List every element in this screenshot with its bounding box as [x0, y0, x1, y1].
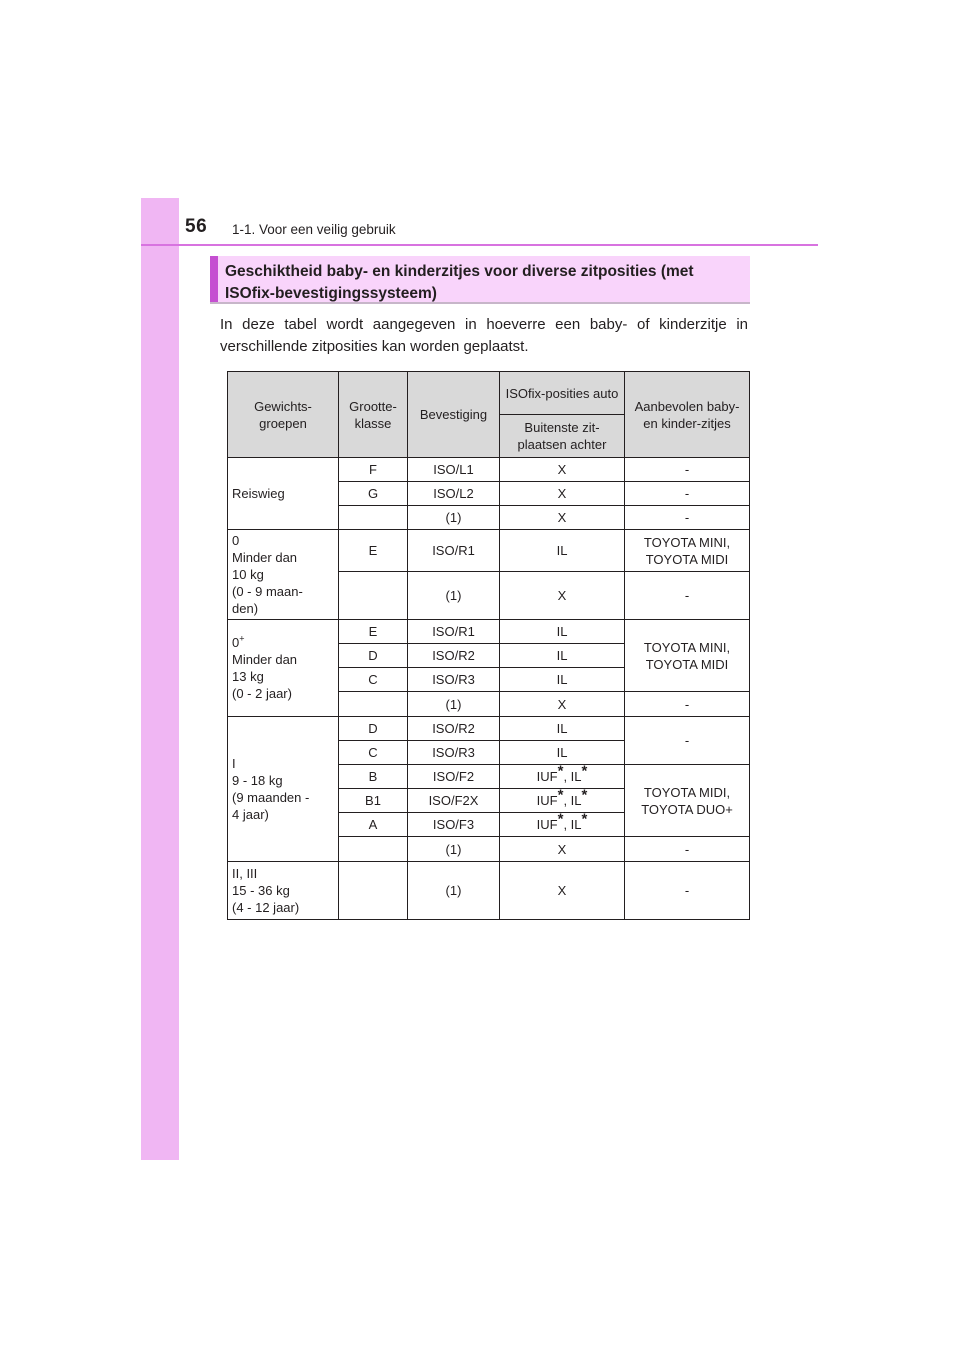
weight-group-cell: [228, 620, 339, 717]
footnote-mark: *: [557, 786, 564, 804]
header-size-class: Grootte-klasse: [339, 372, 408, 458]
fixture-cell: (1): [408, 572, 500, 620]
header-recommended-seats: Aanbevolen baby- en kinder-zitjes: [625, 372, 750, 458]
recommended-cell: -: [625, 506, 750, 530]
position-cell: IL: [500, 530, 625, 572]
size-cell: G: [339, 482, 408, 506]
recommended-cell: -: [625, 862, 750, 920]
recommended-cell: -: [625, 572, 750, 620]
fixture-cell: ISO/R2: [408, 717, 500, 741]
section-heading-box: [210, 256, 750, 304]
group-detail: Minder dan 13 kg (0 - 2 jaar): [232, 652, 298, 701]
section-accent-bar: [210, 256, 218, 302]
size-cell: [339, 692, 408, 717]
table-row: [228, 458, 750, 482]
fixture-cell: ISO/F2X: [408, 789, 500, 813]
fixture-cell: ISO/L1: [408, 458, 500, 482]
position-code: IUF: [536, 793, 558, 808]
footnote-mark: *: [557, 810, 564, 828]
size-cell: A: [339, 813, 408, 837]
weight-group-cell: 0 Minder dan 10 kg (0 - 9 maan- den): [228, 530, 339, 620]
fixture-cell: ISO/R1: [408, 620, 500, 644]
position-cell: X: [500, 692, 625, 717]
footnote-mark: *: [581, 762, 588, 780]
size-cell: C: [339, 668, 408, 692]
fixture-cell: ISO/R3: [408, 668, 500, 692]
footnote-mark: *: [581, 810, 588, 828]
side-tab-band: [141, 198, 179, 1160]
size-cell: [339, 572, 408, 620]
recommended-cell: TOYOTA MIDI, TOYOTA DUO+: [625, 765, 750, 837]
header-fixture: Bevestiging: [408, 372, 500, 458]
size-cell: D: [339, 644, 408, 668]
size-cell: E: [339, 620, 408, 644]
footnote-mark: *: [581, 786, 588, 804]
size-cell: F: [339, 458, 408, 482]
fixture-cell: ISO/R3: [408, 741, 500, 765]
recommended-cell: -: [625, 837, 750, 862]
position-cell: X: [500, 506, 625, 530]
size-cell: [339, 862, 408, 920]
recommended-cell: TOYOTA MINI, TOYOTA MIDI: [625, 620, 750, 692]
recommended-cell: -: [625, 458, 750, 482]
table-row: [228, 620, 750, 644]
header-isofix-positions: ISOfix-posities auto: [500, 372, 625, 415]
recommended-cell: -: [625, 482, 750, 506]
page-number: 56: [185, 216, 208, 237]
fixture-cell: ISO/F2: [408, 765, 500, 789]
header-weight-group: Gewichts-groepen: [228, 372, 339, 458]
position-cell: [500, 810, 625, 837]
position-cell: [500, 762, 625, 789]
position-code: , IL: [563, 793, 582, 808]
position-cell: IL: [500, 620, 625, 644]
position-cell: IL: [500, 741, 625, 765]
position-code: IUF: [536, 769, 558, 784]
size-cell: D: [339, 717, 408, 741]
fixture-cell: ISO/R2: [408, 644, 500, 668]
position-code: , IL: [563, 769, 582, 784]
fixture-cell: (1): [408, 692, 500, 717]
position-cell: X: [500, 837, 625, 862]
chapter-heading: 1-1. Voor een veilig gebruik: [232, 222, 396, 237]
footnote-mark: *: [557, 762, 564, 780]
weight-group-cell: II, III 15 - 36 kg (4 - 12 jaar): [228, 862, 339, 920]
fixture-cell: (1): [408, 862, 500, 920]
intro-paragraph: In deze tabel wordt aangegeven in hoeverre een baby- of kinderzitje in verschillende zitposities kan worden geplaatst.: [220, 316, 748, 355]
size-cell: B: [339, 765, 408, 789]
position-cell: IL: [500, 668, 625, 692]
position-cell: X: [500, 458, 625, 482]
group-superscript: +: [239, 633, 245, 644]
size-cell: C: [339, 741, 408, 765]
position-cell: IL: [500, 717, 625, 741]
size-cell: [339, 837, 408, 862]
table-row: [228, 717, 750, 741]
recommended-cell: -: [625, 717, 750, 765]
size-cell: B1: [339, 789, 408, 813]
seat-compatibility-table: [227, 371, 750, 920]
position-cell: IL: [500, 644, 625, 668]
weight-group-cell: Reiswieg: [228, 458, 339, 530]
header-outer-rear-seats: Buitenste zit-plaatsen achter: [500, 415, 625, 458]
group-label: 0: [232, 635, 240, 650]
recommended-cell: -: [625, 692, 750, 717]
position-cell: [500, 786, 625, 813]
position-code: IUF: [536, 817, 558, 832]
header-rule: [141, 244, 818, 246]
size-cell: [339, 506, 408, 530]
recommended-cell: TOYOTA MINI, TOYOTA MIDI: [625, 530, 750, 572]
position-cell: X: [500, 482, 625, 506]
weight-group-cell: I 9 - 18 kg (9 maanden - 4 jaar): [228, 717, 339, 862]
position-code: , IL: [563, 817, 582, 832]
fixture-cell: (1): [408, 837, 500, 862]
size-cell: E: [339, 530, 408, 572]
table-row: [228, 530, 750, 572]
table-row: [228, 862, 750, 920]
fixture-cell: ISO/F3: [408, 813, 500, 837]
section-title: Geschiktheid baby- en kinderzitjes voor diverse zitposities (met ISOfix-bevestigingssysteem): [225, 263, 694, 302]
fixture-cell: ISO/L2: [408, 482, 500, 506]
table-header-row: [228, 372, 750, 415]
position-cell: X: [500, 572, 625, 620]
fixture-cell: (1): [408, 506, 500, 530]
fixture-cell: ISO/R1: [408, 530, 500, 572]
position-cell: X: [500, 862, 625, 920]
